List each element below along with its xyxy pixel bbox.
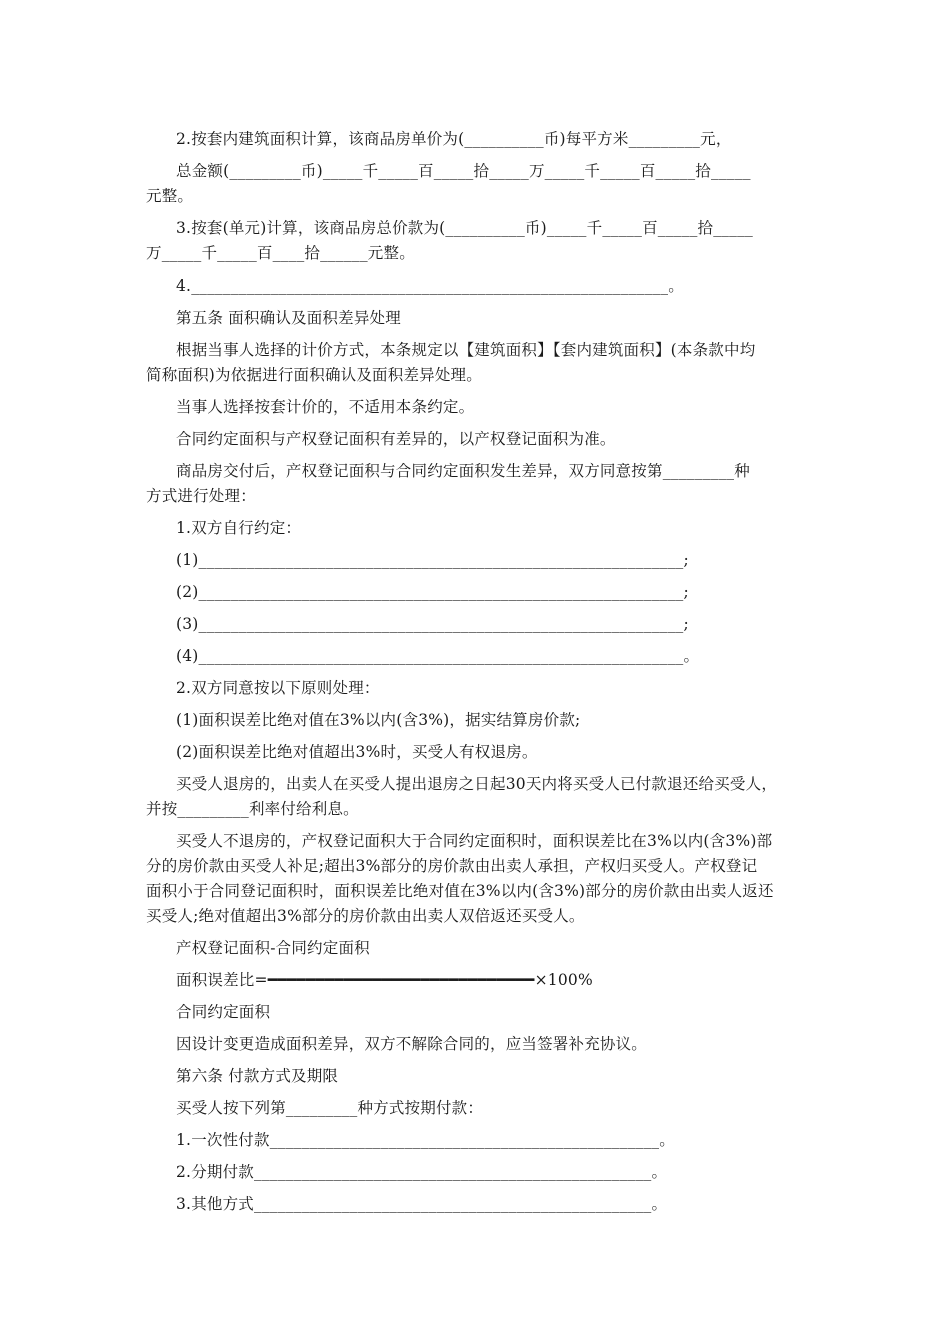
text-line: (3)_____________________________________________________________; <box>176 615 689 633</box>
text-line: 2.按套内建筑面积计算，该商品房单价为(__________币)每平方米_________元， <box>176 130 732 148</box>
text-line: (2)_____________________________________________________________; <box>176 583 689 601</box>
text-line: 万_____千_____百____拾______元整。 <box>146 244 415 262</box>
text-line: (1)面积误差比绝对值在3%以内(含3%)，据实结算房价款; <box>176 711 581 729</box>
text-line: 简称面积)为依据进行面积确认及面积差异处理。 <box>146 366 482 384</box>
text-line: 方式进行处理： <box>146 487 256 505</box>
text-line: 买受人;绝对值超出3%部分的房价款由出卖人双倍返还买受人。 <box>146 907 585 925</box>
text-line: 2.分期付款__________________________________________________。 <box>176 1163 668 1181</box>
text-line: 2.双方同意按以下原则处理： <box>176 679 380 697</box>
text-line: 1.双方自行约定： <box>176 519 302 537</box>
text-line: (1)_____________________________________________________________; <box>176 551 689 569</box>
text-line: 商品房交付后，产权登记面积与合同约定面积发生差异，双方同意按第_________种 <box>176 462 750 480</box>
text-line: 并按_________利率付给利息。 <box>146 800 359 818</box>
text-line: 4.____________________________________________________________。 <box>176 277 684 295</box>
text-line: 买受人退房的，出卖人在买受人提出退房之日起30天内将买受人已付款退还给买受人， <box>176 775 778 793</box>
section-heading: 第五条 面积确认及面积差异处理 <box>176 309 401 327</box>
text-line: 因设计变更造成面积差异，双方不解除合同的，应当签署补充协议。 <box>176 1035 648 1053</box>
formula-numerator: 产权登记面积-合同约定面积 <box>176 939 370 957</box>
text-line: 买受人按下列第_________种方式按期付款： <box>176 1099 484 1117</box>
text-line: (4)_____________________________________________________________。 <box>176 647 700 665</box>
text-line: 面积小于合同登记面积时，面积误差比绝对值在3%以内(含3%)部分的房价款由出卖人返还 <box>146 882 774 900</box>
text-line: 元整。 <box>146 187 194 205</box>
text-line: (2)面积误差比绝对值超出3%时，买受人有权退房。 <box>176 743 538 761</box>
section-heading: 第六条 付款方式及期限 <box>176 1067 339 1085</box>
formula-denominator: 合同约定面积 <box>176 1003 271 1021</box>
formula-line: 面积误差比=━━━━━━━━━━━━━━━━━━━━━━━━━━━━×100% <box>176 971 593 989</box>
text-line: 当事人选择按套计价的，不适用本条约定。 <box>176 398 475 416</box>
text-line: 合同约定面积与产权登记面积有差异的，以产权登记面积为准。 <box>176 430 616 448</box>
text-line: 分的房价款由买受人补足;超出3%部分的房价款由出卖人承担，产权归买受人。产权登记 <box>146 857 758 875</box>
text-line: 买受人不退房的，产权登记面积大于合同约定面积时，面积误差比在3%以内(含3%)部 <box>176 832 773 850</box>
text-line: 根据当事人选择的计价方式，本条规定以【建筑面积】【套内建筑面积】(本条款中均 <box>176 341 756 359</box>
text-line: 总金额(_________币)_____千_____百_____拾_____万_____千_____百_____拾_____ <box>176 162 751 180</box>
text-line: 3.其他方式__________________________________________________。 <box>176 1195 668 1213</box>
text-line: 3.按套(单元)计算，该商品房总价款为(__________币)_____千_____百_____拾_____ <box>176 219 753 237</box>
text-line: 1.一次性付款_________________________________________________。 <box>176 1131 675 1149</box>
